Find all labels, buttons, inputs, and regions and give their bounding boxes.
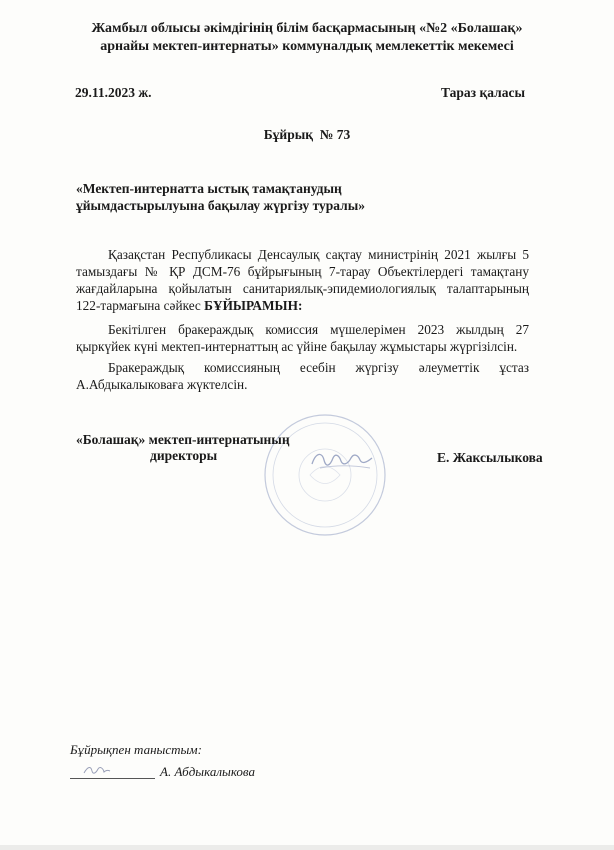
signature-role: директоры [150,448,218,463]
round-seal-stamp [262,412,388,538]
body-paragraph-1-text: Қазақстан Республикасы Денсаулық сақтау министрінің 2021 жылғы 5 тамыздағы № ҚР ДСМ-76 бұйрығының 7-тарау Объектілердегі тамақтану жағдайларына қойылатын санитариялық-эпидемиологиялық талаптарының 122-тармағына сәйкес [76,247,529,313]
order-title: Бұйрық № 73 [263,127,351,142]
body-paragraph-3: Бракераждық комиссияның есебін жүргізу әлеуметтік ұстаз А.Абдыкалыковаға жүктелсін. [76,360,529,392]
director-signature [306,446,376,474]
acquainted-signature-line [70,764,155,779]
signature-name: Е. Жаксылыкова [437,450,543,465]
body-paragraph-1 [76,246,529,314]
subject-line-2: ұйымдастырылуына бақылау жүргізу туралы» [76,198,366,213]
order-city: Тараз қаласы [441,85,525,100]
scan-edge [0,845,614,850]
acquainted-label: Бұйрықпен таныстым: [70,742,202,757]
order-command: БҰЙЫРАМЫН: [204,298,303,313]
signature-organization: «Болашақ» мектеп-интернатының [76,432,290,447]
acquainted-name: А. Абдыкалыкова [160,764,255,779]
org-header-line-2: арнайы мектеп-интернаты» коммуналдық мемлекеттік мекемесі [100,39,514,54]
subject-line-1: «Мектеп-интернатта ыстық тамақтанудың [76,181,342,196]
order-date: 29.11.2023 ж. [75,85,152,100]
acquainted-signature [82,764,112,776]
org-header-line-1: Жамбыл облысы әкімдігінің білім басқармасының «№2 «Болашақ» [91,21,523,36]
body-paragraph-2: Бекітілген бракераждық комиссия мүшелерімен 2023 жылдың 27 қыркүйек күні мектеп-интернаттың ас үйіне бақылау жұмыстары жүргізілсін. [76,322,529,354]
